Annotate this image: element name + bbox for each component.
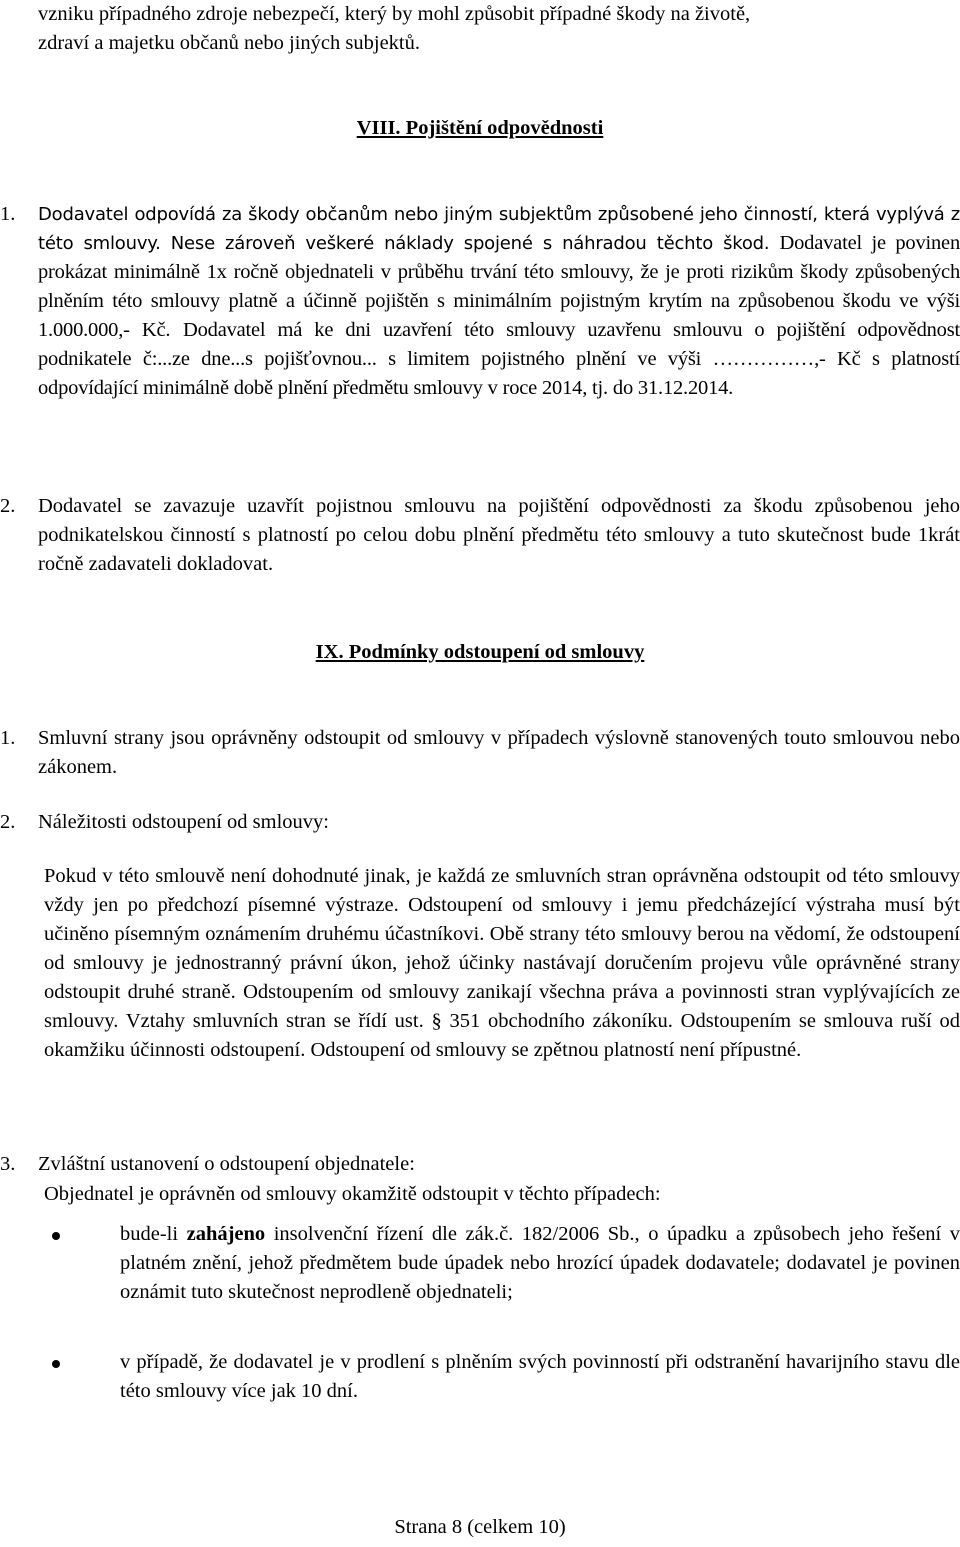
section-9-p2-title: Náležitosti odstoupení od smlouvy: xyxy=(38,811,329,833)
section-8-heading: VIII. Pojištění odpovědnosti xyxy=(356,117,604,139)
page-footer: Strana 8 (celkem 10) xyxy=(394,1516,566,1538)
continuation-line-2: zdraví a majetku občanů nebo jiných subjektů. xyxy=(38,32,420,54)
continuation-paragraph xyxy=(38,0,960,58)
section-8-p1-text-b: Dodavatel je povinen prokázat minimálně 1x ročně objednateli v průběhu trvání této smlouvy, že je proti rizikům škody způsobených plněním této smlouvy platně a účinně pojištěn s minimálním pojistným krytím na způsobenou škodu ve výši 1.000.000,- Kč. xyxy=(38,232,960,341)
bullet-1-text-a: bude-li xyxy=(120,1223,179,1245)
section-9-p3-number: 3. xyxy=(0,1153,16,1175)
bullet-1-bold: zahájeno xyxy=(186,1223,266,1245)
continuation-line-1: vzniku případného zdroje nebezpečí, který by mohl způsobit případné škody na životě, xyxy=(38,3,751,25)
section-9-p2-number: 2. xyxy=(0,811,16,833)
bullet-1-text-b: insolvenční řízení dle zák.č. 182/2006 Sb., o úpadku a způsobech jeho řešení v platném znění, jehož předmětem bude úpadek nebo hrozící úpadek dodavatele; dodavatel je povinen oznámit tuto skutečnost neprodleně objednateli; xyxy=(120,1223,960,1303)
section-8-p1 xyxy=(38,200,960,403)
bullet-1 xyxy=(120,1220,960,1307)
bullet-1-dot xyxy=(52,1232,60,1240)
section-9-p3-intro: Objednatel je oprávněn od smlouvy okamžitě odstoupit v těchto případech: xyxy=(44,1183,661,1205)
bullet-2: v případě, že dodavatel je v prodlení s plněním svých povinností při odstranění havarijního stavu dle této smlouvy více jak 10 dní. xyxy=(120,1351,960,1402)
section-8-p1-text-c: Dodavatel má ke dni uzavření této smlouvy uzavřenu smlouvu o pojištění odpovědnost podnikatele č:...ze dne...s pojišťovnou... s limitem pojistného plnění ve výši ……………,- Kč s platností odpovídající minimálně době plnění předmětu smlouvy v roce 2014, tj. do 31.12.2014. xyxy=(38,319,960,399)
section-9-heading: IX. Podmínky odstoupení od smlouvy xyxy=(315,641,645,663)
section-9-p3-title: Zvláštní ustanovení o odstoupení objednatele: xyxy=(38,1153,415,1175)
section-9-p1-number: 1. xyxy=(0,727,16,749)
bullet-2-dot xyxy=(52,1360,60,1368)
section-8-p1-number: 1. xyxy=(0,203,16,225)
section-9-p2-body: Pokud v této smlouvě není dohodnuté jinak, je každá ze smluvních stran oprávněna odstoupit od této smlouvy vždy jen po předchozí písemné výstraze. Odstoupení od smlouvy i jemu předcházející výstraha musí být učiněno písemným oznámením druhému účastníkovi. Obě strany této smlouvy berou na vědomí, že odstoupení od smlouvy je jednostranný právní úkon, jehož účinky nastávají doručením projevu vůle oprávněné strany odstoupit druhé straně. Odstoupením od smlouvy zanikají všechna práva a povinnosti stran vyplývajících ze smlouvy. Vztahy smluvních stran se řídí ust. § 351 obchodního zákoníku. Odstoupením se smlouva ruší od okamžiku účinnosti odstoupení. Odstoupení od smlouvy se zpětnou platností není přípustné. xyxy=(44,865,960,1061)
section-8-p2: Dodavatel se zavazuje uzavřít pojistnou smlouvu na pojištění odpovědnosti za škodu způsobenou jeho podnikatelskou činností s platností po celou dobu plnění předmětu této smlouvy a tuto skutečnost bude 1krát ročně zadavateli dokladovat. xyxy=(38,495,960,575)
section-8-p1-text-a: Dodavatel odpovídá za škody občanům nebo jiným subjektům způsobené jeho činností, která vyplývá z této smlouvy. Nese zároveň veškeré náklady spojené s náhradou těchto škod. xyxy=(38,204,960,254)
section-8-p2-number: 2. xyxy=(0,495,16,517)
section-9-p1: Smluvní strany jsou oprávněny odstoupit od smlouvy v případech výslovně stanovených touto smlouvou nebo zákonem. xyxy=(38,727,960,778)
